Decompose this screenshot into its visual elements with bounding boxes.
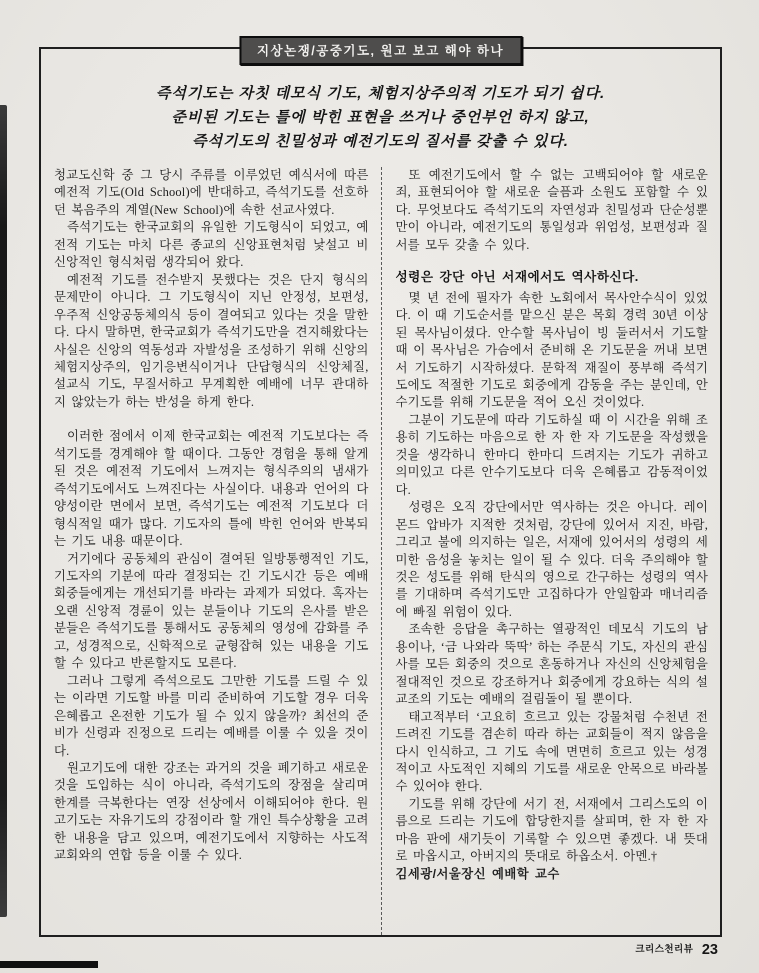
paragraph: 그분이 기도문에 따라 기도하실 때 이 시간을 위해 조용히 기도하는 마음으로 한 자 한 자 기도문을 작성했을 것을 생각하니 한마디 한마디 드려지는 기도가 귀하고 의미있고 다른 안수기도보다 더욱 은혜롭고 감동적이었다. [395, 412, 708, 497]
banner-title: 지상논쟁/공중기도, 원고 보고 해야 하나 [256, 44, 505, 58]
paragraph: 거기에다 공동체의 관심이 결여된 일방통행적인 기도, 기도자의 기분에 따라 결정되는 긴 기도시간 등은 예배회중들에게는 개선되기를 바라는 과제가 되었다. 혹자는 오랜 신앙적 경륜이 있는 분들이나 기도의 은사를 받은 분들은 즉석기도를 통해서도 공동체의 영성에 감화를 주고, 성경적으로, 신학적으로 균형잡혀 있는 내용을 기도할 수 있다고 반론할지도 모른다. [54, 551, 369, 671]
scan-edge-artifact-left [0, 105, 7, 917]
paragraph: 기도를 위해 강단에 서기 전, 서재에서 그리스도의 이름으로 드리는 기도에 합당한지를 살피며, 한 자 한 자 마음 판에 새기듯이 기록할 수 있으면 좋겠다. 내 뜻대로 마옵시고, 아버지의 뜻대로 하옵소서. 아멘.† [395, 796, 708, 864]
article-abstract [61, 82, 700, 154]
abstract-line-1: 즉석기도는 자칫 데모식 기도, 체험지상주의적 기도가 되기 쉽다. [155, 85, 606, 102]
paragraph: 청교도신학 중 그 당시 주류를 이루었던 예식서에 따른 예전적 기도(Old School)에 반대하고, 즉석기도를 선호하던 복음주의 계열(New School)에 속한 선교사였다. [54, 168, 369, 217]
paragraph: 조속한 응답을 촉구하는 열광적인 데모식 기도의 남용이나, ‘금 나와라 뚝딱’ 하는 주문식 기도, 자신의 관심사를 모든 회중의 것으로 혼동하거나 자신의 신앙체험을 절대적인 것으로 강조하거나 회중에게 강요하는 식의 설교조의 기도는 예배의 걸림돌이 될 뿐이다. [395, 622, 708, 707]
right-column [381, 167, 711, 935]
paragraph: 이러한 점에서 이제 한국교회는 예전적 기도보다는 즉석기도를 경계해야 할 때이다. 그동안 경험을 통해 알게 된 것은 예전적 기도에서 느껴지는 형식주의의 냄새가 즉석기도에서도 느껴진다는 사실이다. 내용과 언어의 다양성이란 면에서 보면, 즉석기도는 예전적 기도보다 더 형식적일 때가 많다. 기도자의 틀에 박힌 언어와 반복되는 기도 내용 때문이다. [54, 429, 369, 549]
abstract-line-2: 준비된 기도는 틀에 박힌 표현을 쓰거나 중언부언 하지 않고, [171, 109, 590, 126]
paragraph: 그러나 그렇게 즉석으로도 그만한 기도를 드릴 수 있는 이라면 기도할 바를 미리 준비하여 기도할 경우 더욱 은혜롭고 온전한 기도가 될 수 있지 않을까? 최선의 준비가 신령과 진정으로 드리는 예배를 이룰 수 있을 것이다. [54, 673, 369, 758]
scan-edge-artifact-bottom [0, 961, 98, 968]
paragraph: 원고기도에 대한 강조는 과거의 것을 폐기하고 새로운 것을 도입하는 식이 아니라, 즉석기도의 장점을 살리며 한계를 극복한다는 연장 선상에서 이해되어야 한다. 원고기도는 자유기도의 강점이라 할 개인 특수상황을 고려한 내용을 담고 있으며, 예전기도에서 지향하는 사도적 교회와의 연합 등을 이룰 수 있다. [54, 760, 369, 863]
paragraph: 성령은 오직 강단에서만 역사하는 것은 아니다. 레이몬드 압바가 지적한 것처럼, 강단에 있어서 지진, 바람, 그리고 불에 의지하는 일은, 서재에 있어서의 성령의 세미한 음성을 놓치는 일이 될 수 있다. 더욱 주의해야 할 것은 성도를 위해 탄식의 영으로 간구하는 성령의 역사를 기대하며 즉석기도만 고집하다가 안일함과 매너리즘에 빠질 위험이 있다. [395, 500, 708, 619]
paragraph: 태고적부터 ‘고요히 흐르고 있는 강물처럼 수천년 전 드려진 기도를 겸손히 따라 하는 교회들이 적지 않음을 다시 인식하고, 그 기도 속에 면면히 흐르고 있는 성경적이고 사도적인 지혜의 기도를 새로운 안목으로 바라볼 수 있어야 한다. [395, 709, 708, 794]
paragraph: 예전적 기도를 전수받지 못했다는 것은 단지 형식의 문제만이 아니다. 그 기도형식이 지닌 안정성, 보편성, 우주적 신앙공동체의식 등이 결여되고 있다는 것을 말한다. 다시 말하면, 한국교회가 즉석기도만을 견지해왔다는 사실은 신앙의 역동성과 자발성을 조성하기 위해 신앙의 체험지상주의, 임기응변식이거나 단답형식의 신앙체질, 설교식 기도, 무질서하고 무계획한 예배에 너무 관대하지 않았는가 하는 반성을 하게 한다. [54, 272, 369, 409]
author-byline: 김세광/서울장신 예배학 교수 [395, 866, 560, 881]
page-number: 23 [701, 942, 718, 958]
section-heading: 성령은 강단 아닌 서재에서도 역사하신다. [395, 270, 639, 285]
article-body [41, 167, 720, 935]
page-footer [500, 941, 718, 959]
section-banner [239, 36, 522, 65]
left-column [51, 167, 381, 935]
abstract-line-3: 즉석기도의 친밀성과 예전기도의 질서를 갖출 수 있다. [192, 133, 569, 150]
magazine-name: 크리스천리뷰 [635, 944, 694, 955]
article-frame [39, 44, 722, 937]
paragraph: 즉석기도는 한국교회의 유일한 기도형식이 되었고, 예전적 기도는 마치 다른 종교의 신앙표현처럼 낯설고 비신앙적인 형식처럼 생각되어 왔다. [54, 220, 369, 270]
paragraph: 몇 년 전에 필자가 속한 노회에서 목사안수식이 있었다. 이 때 기도순서를 맡으신 분은 목회 경력 30년 이상된 목사님이셨다. 안수할 목사님이 빙 둘러서서 기도할 때 이 목사님은 가슴에서 준비해 온 기도문을 꺼내 보면서 기도하기 시작하셨다. 문학적 재질이 풍부해 즉석기도에도 적절한 기도로 회중에게 감동을 주는 분인데, 안수기도를 위해 기도문을 적어 오신 것이었다. [395, 290, 708, 410]
paragraph: 또 예전기도에서 할 수 없는 고백되어야 할 새로운 죄, 표현되어야 할 새로운 슬픔과 소원도 포함할 수 있다. 무엇보다도 즉석기도의 자연성과 친밀성과 단순성뿐만이 아니라, 예전기도의 통일성과 위엄성, 보편성과 질서를 모두 갖출 수 있다. [395, 168, 708, 252]
